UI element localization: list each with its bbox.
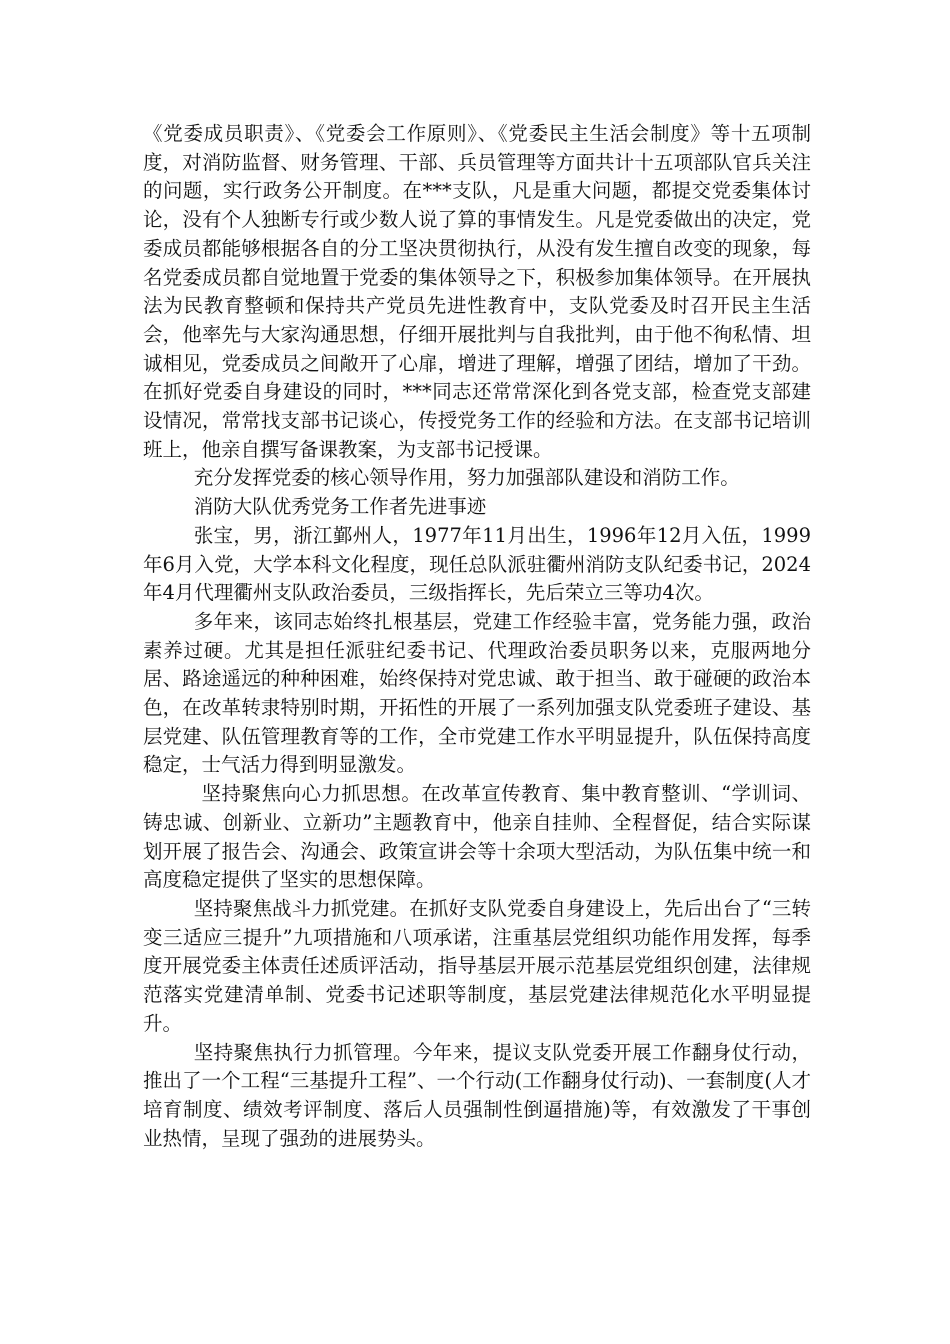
paragraph-ideology: 坚持聚焦向心力抓思想。在改革宣传教育、集中教育整训、“学训词、铸忠诚、创新业、立新功”主题教育中，他亲自挂帅、全程督促，结合实际谋划开展了报告会、沟通会、政策宣讲会等十余项大型活动，为队伍集中统一和高度稳定提供了坚实的思想保障。	[143, 782, 811, 892]
paragraph-management: 坚持聚焦执行力抓管理。今年来，提议支队党委开展工作翻身仗行动，推出了一个工程“三基提升工程”、一个行动(工作翻身仗行动)、一套制度(人才培育制度、绩效考评制度、落后人员强制性倒逼措施)等，有效激发了干事创业热情，呈现了强劲的进展势头。	[143, 1040, 811, 1150]
paragraph-overview: 多年来，该同志始终扎根基层，党建工作经验丰富，党务能力强，政治素养过硬。尤其是担任派驻纪委书记、代理政治委员职务以来，克服两地分居、路途遥远的种种困难，始终保持对党忠诚、敢于担当、敢于碰硬的政治本色，在改革转隶特别时期，开拓性的开展了一系列加强支队党委班子建设、基层党建、队伍管理教育等的工作，全市党建工作水平明显提升，队伍保持高度稳定，士气活力得到明显激发。	[143, 609, 811, 777]
section-title: 消防大队优秀党务工作者先进事迹	[193, 495, 487, 519]
paragraph-party-building: 坚持聚焦战斗力抓党建。在抓好支队党委自身建设上，先后出台了“三转变三适应三提升”九项措施和八项承诺，注重基层党组织功能作用发挥，每季度开展党委主体责任述质评活动，指导基层开展示范基层党组织创建，法律规范落实党建清单制、党委书记述职等制度，基层党建法律规范化水平明显提升。	[143, 896, 811, 1035]
document-body	[143, 120, 811, 1153]
paragraph-profile: 张宝，男，浙江鄞州人，1977年11月出生，1996年12月入伍，1999年6月入党，大学本科文化程度，现任总队派驻衢州消防支队纪委书记，2024年4月代理衢州支队政治委员，三级指挥长，先后荣立三等功4次。	[143, 523, 811, 605]
paragraph-party-committee-rules: 《党委成员职责》、《党委会工作原则》、《党委民主生活会制度》等十五项制度，对消防监督、财务管理、干部、兵员管理等方面共计十五项部队官兵关注的问题，实行政务公开制度。在***支队，凡是重大问题，都提交党委集体讨论，没有个人独断专行或少数人说了算的事情发生。凡是党委做出的决定，党委成员都能够根据各自的分工坚决贯彻执行，从没有发生擅自改变的现象，每名党委成员都自觉地置于党委的集体领导之下，积极参加集体领导。在开展执法为民教育整顿和保持共产党员先进性教育中，支队党委及时召开民主生活会，他率先与大家沟通思想，仔细开展批判与自我批判，由于他不徇私情、坦诚相见，党委成员之间敞开了心扉，增进了理解，增强了团结，增加了干劲。在抓好党委自身建设的同时，***同志还常常深化到各党支部，检查党支部建设情况，常常找支部书记谈心，传授党务工作的经验和方法。在支部书记培训班上，他亲自撰写备课教案，为支部书记授课。	[143, 122, 811, 461]
paragraph-core-leadership: 充分发挥党委的核心领导作用，努力加强部队建设和消防工作。	[193, 466, 740, 490]
